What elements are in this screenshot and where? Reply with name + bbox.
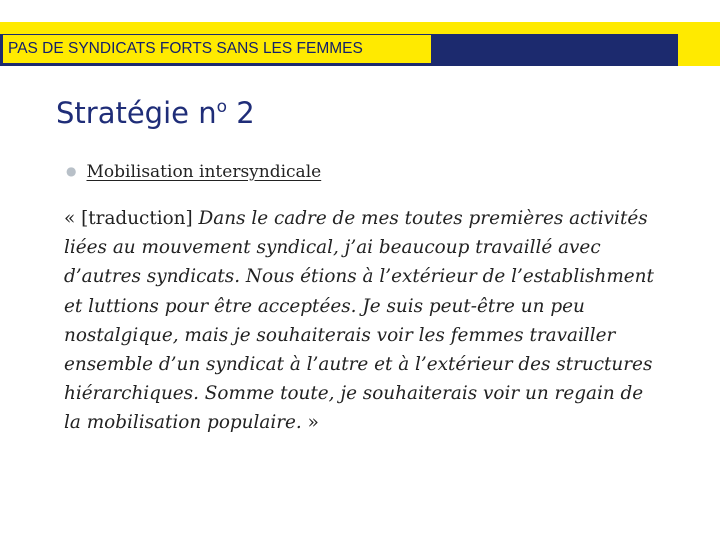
quote-close: » [301,412,319,434]
header-title: PAS DE SYNDICATS FORTS SANS LES FEMMES [2,34,432,64]
header-corner-block [678,22,720,66]
slide-title-superscript: o [216,97,227,117]
quote-paragraph [64,204,664,438]
quote-body: Dans le cadre de mes toutes premières activités liées au mouvement syndical, j’ai beaucoup travaillé avec d’autres syndicats. Nous étions à l’extérieur de l’establishment et luttions pour être acceptées. Je suis peut-être un peu nostalgique, mais je souhaiterais voir les femmes travailler ensemble d’un syndicat à l’autre et à l’extérieur des structures hiérarchiques. Somme toute, je souhaiterais voir un regain de la mobilisation populaire. [64,208,654,434]
bullet-text: Mobilisation intersyndicale [86,162,322,182]
slide-title [56,96,255,130]
bullet-dot-icon: ● [66,164,77,178]
slide-title-text: Stratégie n [56,96,217,130]
header-yellow-stripe [0,22,720,34]
header-bar [0,22,720,66]
slide-title-number: 2 [227,96,255,130]
bullet-item [66,162,321,182]
quote-open: « [traduction] [64,208,199,229]
